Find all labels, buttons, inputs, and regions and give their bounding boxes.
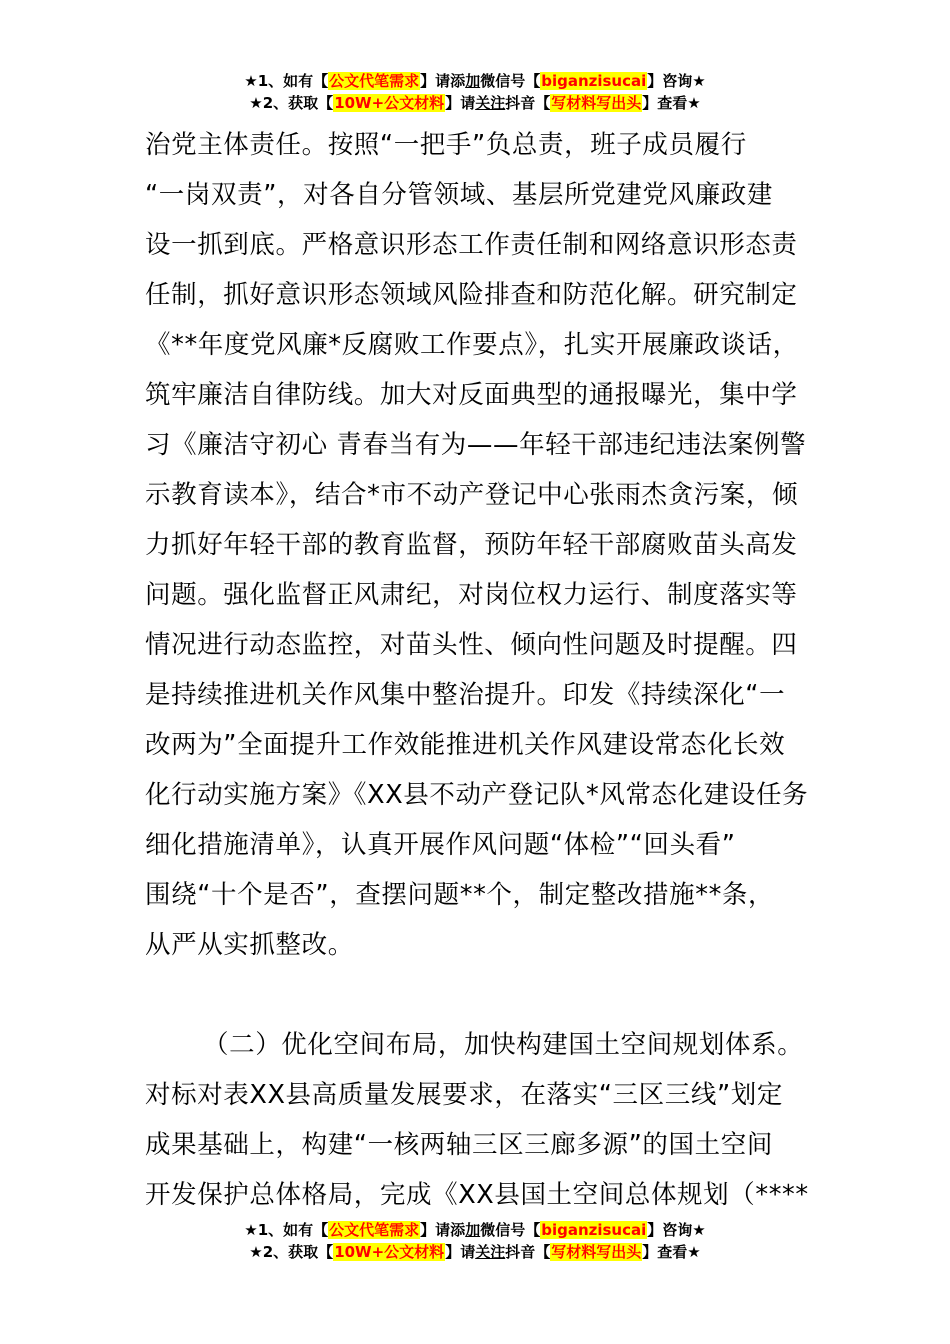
document-body bbox=[145, 120, 810, 1220]
body-line: 对标对表XX县高质量发展要求，在落实“三区三线”划定 bbox=[145, 1080, 783, 1110]
body-line: 筑牢廉洁自律防线。加大对反面典型的通报曝光，集中学 bbox=[145, 380, 798, 410]
footer-banner bbox=[0, 1219, 950, 1263]
highlight-materials: 10W+公文材料 bbox=[334, 94, 445, 112]
body-line: 细化措施清单》，认真开展作风问题“体检”“回头看” bbox=[145, 830, 736, 860]
banner-text: ★2、获取【 bbox=[249, 94, 334, 112]
banner-text: 微信号【 bbox=[480, 1221, 541, 1239]
banner-text: 】咨询★ bbox=[647, 1221, 706, 1239]
banner-line-2 bbox=[0, 1241, 950, 1263]
highlight-wechat-id: biganzisucai bbox=[541, 1221, 647, 1239]
body-line: 改两为”全面提升工作效能推进机关作风建设常态化长效 bbox=[145, 730, 786, 760]
banner-text: 抖音【 bbox=[505, 94, 551, 112]
body-line: 力抓好年轻干部的教育监督，预防年轻干部腐败苗头高发 bbox=[145, 530, 798, 560]
body-line: 是持续推进机关作风集中整治提升。印发《持续深化“一 bbox=[145, 680, 786, 710]
body-line: 示教育读本》，结合*市不动产登记中心张雨杰贪污案，倾 bbox=[145, 480, 799, 510]
banner-line-1 bbox=[0, 70, 950, 92]
banner-text: ★1、如有【 bbox=[244, 72, 329, 90]
banner-text: 】查看★ bbox=[642, 1243, 701, 1261]
highlight-douyin: 写材料写出头 bbox=[551, 1243, 642, 1261]
banner-text: 加 bbox=[465, 72, 481, 90]
body-line: 习《廉洁守初心 青春当有为——年轻干部违纪违法案例警 bbox=[145, 430, 807, 460]
banner-text: 抖音【 bbox=[505, 1243, 551, 1261]
banner-text: 】请添 bbox=[420, 1221, 466, 1239]
banner-text: 】查看★ bbox=[642, 94, 701, 112]
body-line: 从严从实抓整改。 bbox=[145, 930, 354, 960]
body-line: 设一抓到底。严格意识形态工作责任制和网络意识形态责 bbox=[145, 230, 798, 260]
highlight-materials: 10W+公文材料 bbox=[334, 1243, 445, 1261]
banner-text: ★1、如有【 bbox=[244, 1221, 329, 1239]
banner-text: ★2、获取【 bbox=[249, 1243, 334, 1261]
banner-line-1 bbox=[0, 1219, 950, 1241]
banner-text: 】咨询★ bbox=[647, 72, 706, 90]
banner-text: 】请 bbox=[445, 94, 476, 112]
body-line: 开发保护总体格局，完成《XX县国土空间总体规划（**** bbox=[145, 1180, 809, 1210]
highlight-wechat-id: biganzisucai bbox=[541, 72, 647, 90]
section-heading: （二）优化空间布局，加快构建国土空间规划体系。 bbox=[203, 1030, 804, 1060]
body-line: 化行动实施方案》《XX县不动产登记队*风常态化建设任务 bbox=[145, 780, 809, 810]
banner-line-2 bbox=[0, 92, 950, 114]
body-line: 围绕“十个是否”，查摆问题**个，制定整改措施**条， bbox=[145, 880, 775, 910]
body-line: 问题。强化监督正风肃纪，对岗位权力运行、制度落实等 bbox=[145, 580, 798, 610]
paragraph-gap bbox=[145, 970, 810, 1020]
banner-text: 关注 bbox=[475, 1243, 506, 1261]
banner-text: 】请 bbox=[445, 1243, 476, 1261]
body-line: “一岗双责”，对各自分管领域、基层所党建党风廉政建 bbox=[145, 180, 773, 210]
highlight-douyin: 写材料写出头 bbox=[551, 94, 642, 112]
banner-text: 】请添 bbox=[420, 72, 466, 90]
body-line: 任制，抓好意识形态领域风险排查和防范化解。研究制定 bbox=[145, 280, 798, 310]
highlight-service: 公文代笔需求 bbox=[329, 1221, 420, 1239]
banner-text: 关注 bbox=[475, 94, 506, 112]
body-line: 《**年度党风廉*反腐败工作要点》，扎实开展廉政谈话， bbox=[145, 330, 799, 360]
highlight-service: 公文代笔需求 bbox=[329, 72, 420, 90]
banner-text: 加 bbox=[465, 1221, 481, 1239]
header-banner bbox=[0, 70, 950, 114]
body-line: 情况进行动态监控，对苗头性、倾向性问题及时提醒。四 bbox=[145, 630, 798, 660]
body-line: 成果基础上，构建“一核两轴三区三廊多源”的国土空间 bbox=[145, 1130, 773, 1160]
banner-text: 微信号【 bbox=[480, 72, 541, 90]
body-line: 治党主体责任。按照“一把手”负总责，班子成员履行 bbox=[145, 130, 747, 160]
